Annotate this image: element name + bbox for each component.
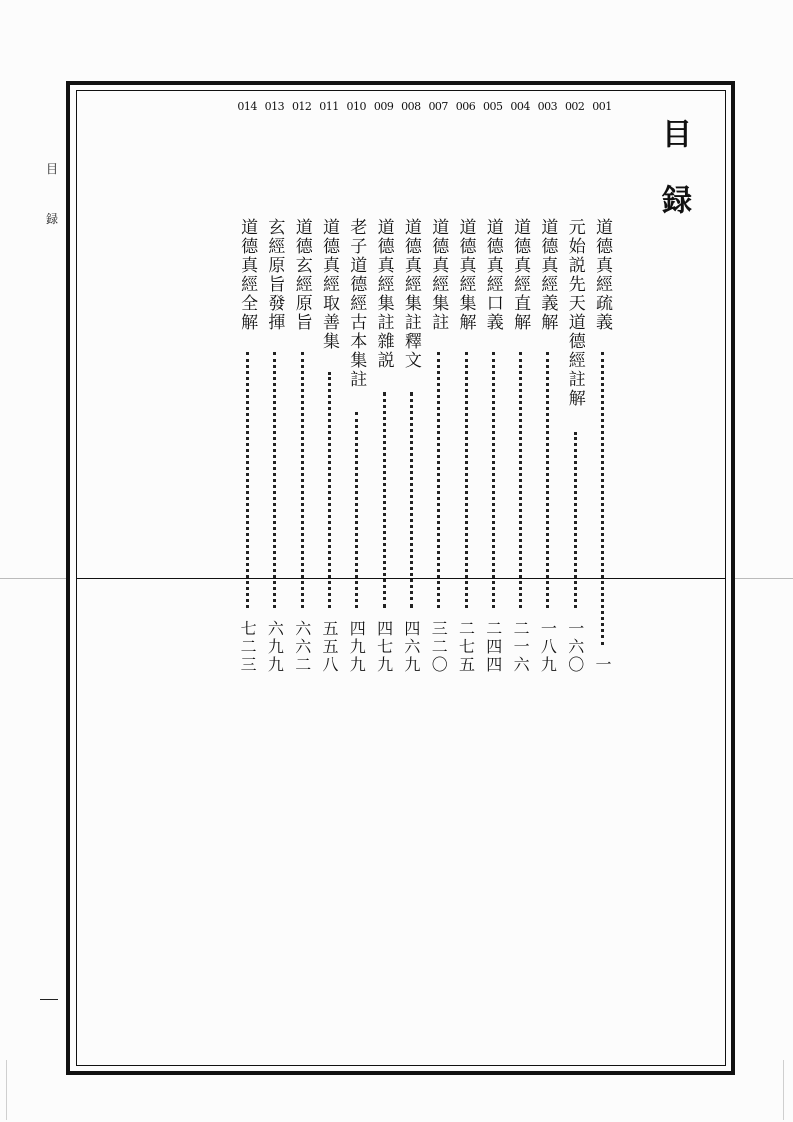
entry-page-number: 四六九 (401, 620, 421, 674)
entry-title: 道德真經直解 (510, 218, 531, 332)
toc-entry[interactable] (562, 100, 588, 674)
toc-title: 目録 (656, 118, 691, 250)
toc-entry[interactable] (371, 100, 397, 674)
entry-page-number: 二四四 (483, 620, 503, 674)
entry-page-number: 三二〇 (429, 620, 449, 674)
leader-dots (301, 352, 304, 608)
entry-page-number: 五五八 (320, 620, 339, 674)
leader-dots (246, 352, 249, 608)
entry-page-number: 六六二 (292, 620, 312, 674)
toc-entry[interactable] (534, 100, 560, 674)
toc-entry[interactable] (398, 100, 424, 674)
entry-title: 道德真經集註 (428, 218, 449, 332)
divider-extension-left (0, 578, 66, 579)
entry-number: 002 (564, 100, 585, 113)
leader-dots (273, 352, 276, 608)
entry-title: 道德真經取善集 (319, 218, 339, 351)
entry-title: 道德真經集解 (455, 218, 476, 332)
leader-dots (355, 412, 358, 608)
entry-title: 元始説先天道德經註解 (564, 218, 585, 408)
leader-dots (437, 352, 440, 608)
toc-entry[interactable] (289, 100, 315, 674)
horizontal-divider (76, 578, 726, 579)
entry-title: 道德真經疏義 (592, 218, 612, 332)
leader-dots (519, 352, 522, 608)
entry-number: 012 (291, 100, 312, 113)
toc-entry[interactable] (480, 100, 506, 674)
leader-dots (328, 372, 331, 608)
leader-dots (492, 352, 495, 608)
entry-number: 006 (455, 100, 476, 113)
toc-entry[interactable] (589, 100, 615, 674)
entry-title: 道德真經集註釋文 (400, 218, 421, 370)
entry-page-number: 七二三 (238, 620, 258, 674)
entry-page-number: 二七五 (456, 620, 476, 674)
entry-title: 道德玄經原旨 (291, 218, 312, 332)
entry-title: 道德真經義解 (537, 218, 558, 332)
entry-number: 007 (428, 100, 448, 113)
entry-number: 003 (537, 100, 558, 113)
leader-dots (410, 392, 413, 608)
toc-entry[interactable] (316, 100, 342, 674)
toc-entry[interactable] (425, 100, 451, 674)
entry-number: 001 (592, 100, 612, 113)
leader-dots (465, 352, 468, 608)
scan-edge-left (6, 1060, 7, 1120)
scan-edge-right (783, 1060, 784, 1120)
toc-entry[interactable] (453, 100, 479, 674)
entry-page-number: 一八九 (538, 620, 558, 674)
entry-number: 004 (510, 100, 530, 113)
page-number-dash (40, 999, 58, 1000)
toc-entry[interactable] (343, 100, 369, 674)
entry-title: 道德真經集註雜説 (373, 218, 394, 370)
entry-page-number: 六九九 (265, 620, 285, 674)
entry-number: 014 (237, 100, 257, 113)
entry-number: 009 (373, 100, 394, 113)
leader-dots (383, 392, 386, 608)
entry-page-number: 四九九 (347, 620, 367, 674)
margin-label-lu: 録 (46, 212, 59, 226)
entry-page-number: 一六〇 (565, 620, 585, 674)
entry-number: 010 (346, 100, 367, 113)
toc-entry[interactable] (234, 100, 260, 674)
entry-number: 008 (401, 100, 421, 113)
entry-number: 011 (319, 100, 339, 113)
leader-dots (574, 432, 577, 608)
toc-entry[interactable] (507, 100, 533, 674)
divider-extension-right (735, 578, 793, 579)
entry-page-number: 二一六 (511, 620, 531, 674)
entry-title: 道德真經全解 (237, 218, 258, 332)
leader-dots (546, 352, 549, 608)
entry-number: 005 (483, 100, 503, 113)
leader-dots (601, 352, 604, 645)
entry-title: 玄經原旨發揮 (264, 218, 285, 332)
entry-page-number: 一 (593, 656, 612, 674)
entry-title: 道德真經口義 (482, 218, 503, 332)
entry-title: 老子道德經古本集註 (346, 218, 367, 389)
toc-entry[interactable] (261, 100, 287, 674)
entry-page-number: 四七九 (374, 620, 394, 674)
margin-label-mu: 目 (46, 162, 59, 176)
entry-number: 013 (264, 100, 285, 113)
